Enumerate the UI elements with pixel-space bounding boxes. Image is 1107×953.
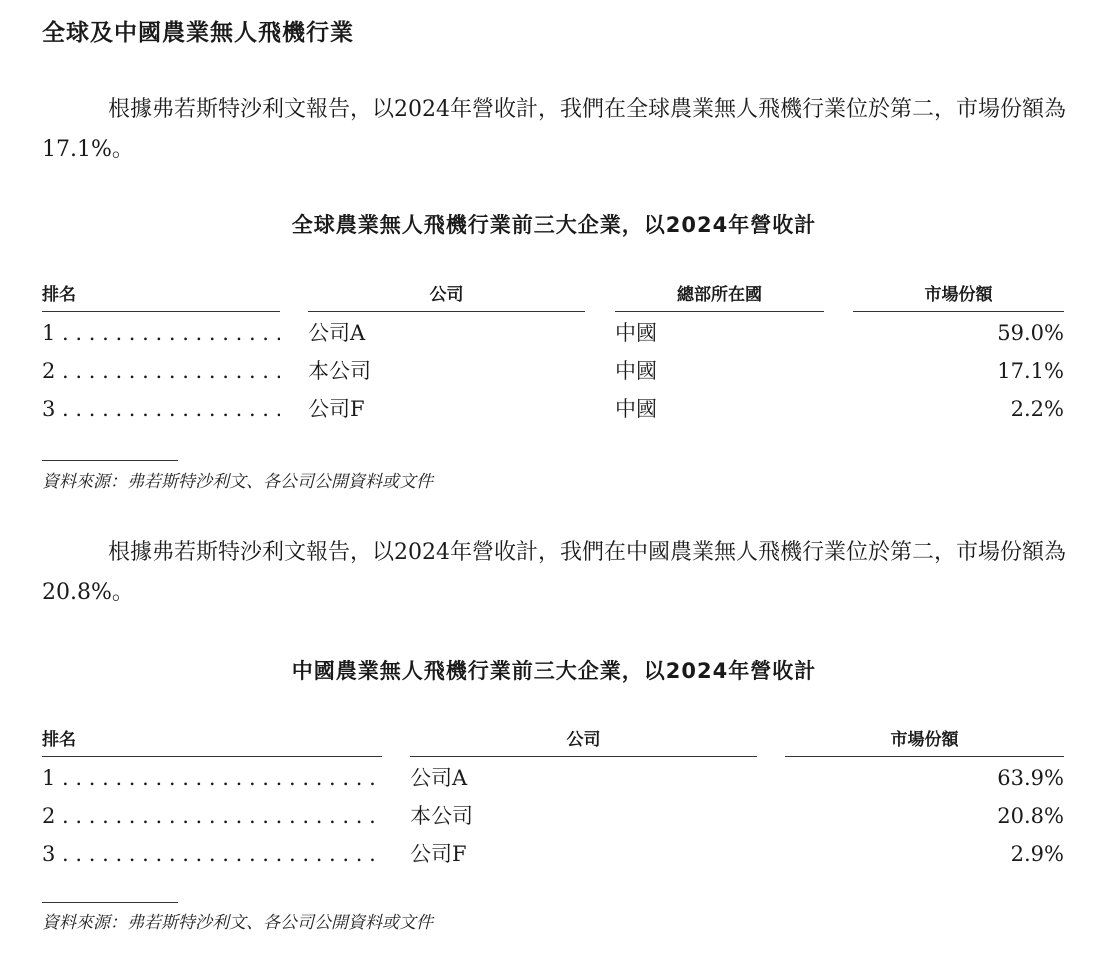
table-header-row bbox=[42, 282, 1064, 314]
hq-cell: 中國 bbox=[615, 321, 657, 345]
share-cell: 2.9% bbox=[1010, 842, 1064, 866]
table-row bbox=[42, 835, 1064, 873]
table-row bbox=[42, 352, 1064, 390]
company-cell: 本公司 bbox=[410, 804, 473, 828]
table-row bbox=[42, 390, 1064, 428]
table-row bbox=[42, 314, 1064, 352]
paragraph-global-ranking: 根據弗若斯特沙利文報告，以2024年營收計，我們在全球農業無人飛機行業位於第二，市場份額為17.1%。 bbox=[42, 97, 1066, 162]
source-divider bbox=[42, 460, 178, 461]
table-header-row bbox=[42, 727, 1064, 759]
company-cell: 公司A bbox=[410, 766, 468, 790]
rank-value: 1 bbox=[42, 766, 56, 790]
leader-dots bbox=[55, 397, 280, 421]
hq-cell: 中國 bbox=[615, 359, 657, 383]
rank-value: 1 bbox=[42, 321, 56, 345]
company-cell: 公司A bbox=[308, 321, 366, 345]
hq-cell: 中國 bbox=[615, 397, 657, 421]
rank-value: 2 bbox=[42, 804, 56, 828]
table-row bbox=[42, 797, 1064, 835]
company-cell: 公司F bbox=[308, 397, 365, 421]
table-title-global: 全球農業無人飛機行業前三大企業，以2024年營收計 bbox=[291, 213, 817, 237]
share-cell: 20.8% bbox=[997, 804, 1064, 828]
source-note: 資料來源：弗若斯特沙利文、各公司公開資料或文件 bbox=[42, 472, 433, 492]
header-market-share: 市場份額 bbox=[785, 727, 1064, 757]
header-hq: 總部所在國 bbox=[615, 282, 824, 312]
header-rank: 排名 bbox=[42, 282, 280, 312]
leader-dots bbox=[55, 766, 382, 790]
header-rank: 排名 bbox=[42, 727, 382, 757]
company-cell: 本公司 bbox=[308, 359, 371, 383]
header-market-share: 市場份額 bbox=[853, 282, 1064, 312]
share-cell: 59.0% bbox=[997, 321, 1064, 345]
share-cell: 63.9% bbox=[997, 766, 1064, 790]
header-company: 公司 bbox=[410, 727, 757, 757]
rank-cell bbox=[42, 759, 382, 797]
section-heading: 全球及中國農業無人飛機行業 bbox=[42, 20, 354, 46]
rank-value: 3 bbox=[42, 397, 56, 421]
rank-cell bbox=[42, 797, 382, 835]
leader-dots bbox=[55, 359, 280, 383]
table-global-top3 bbox=[42, 282, 1064, 428]
rank-cell bbox=[42, 314, 280, 352]
rank-value: 3 bbox=[42, 842, 56, 866]
rank-value: 2 bbox=[42, 359, 56, 383]
share-cell: 17.1% bbox=[997, 359, 1064, 383]
rank-cell bbox=[42, 390, 280, 428]
paragraph-china-ranking: 根據弗若斯特沙利文報告，以2024年營收計，我們在中國農業無人飛機行業位於第二，市場份額為20.8%。 bbox=[42, 540, 1066, 605]
source-note: 資料來源：弗若斯特沙利文、各公司公開資料或文件 bbox=[42, 913, 433, 933]
source-divider bbox=[42, 902, 178, 903]
company-cell: 公司F bbox=[410, 842, 467, 866]
rank-cell bbox=[42, 352, 280, 390]
table-title-china: 中國農業無人飛機行業前三大企業，以2024年營收計 bbox=[291, 659, 817, 683]
header-company: 公司 bbox=[308, 282, 585, 312]
table-row bbox=[42, 759, 1064, 797]
table-china-top3 bbox=[42, 727, 1064, 873]
share-cell: 2.2% bbox=[1010, 397, 1064, 421]
rank-cell bbox=[42, 835, 382, 873]
leader-dots bbox=[55, 842, 382, 866]
leader-dots bbox=[55, 804, 382, 828]
leader-dots bbox=[55, 321, 280, 345]
